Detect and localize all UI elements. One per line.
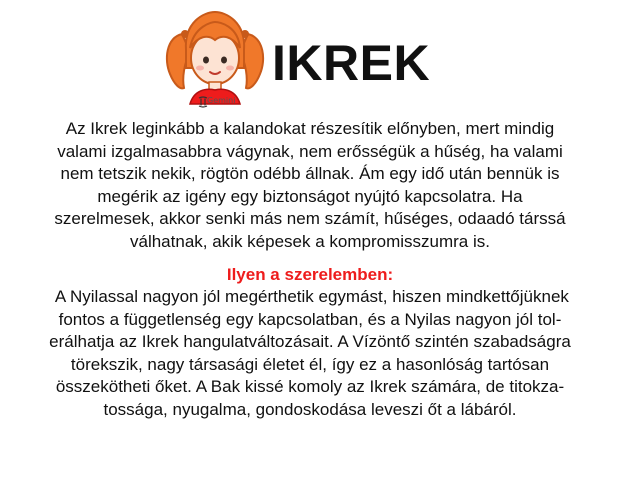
love-line: A Nyilassal nagyon jól megérthetik egymást, hiszen mindkettőjüknek <box>51 287 569 306</box>
intro-line: Az Ikrek leginkább a kalandokat részesítik előnyben, mert mindig <box>65 119 555 138</box>
intro-line: valami izgalmasabbra vágynak, nem erősségük a hűség, ha valami <box>57 141 563 161</box>
intro-paragraph <box>14 118 606 253</box>
love-line: törekszik, nagy társasági életet él, így ez a hasonlóság tartósan <box>70 354 550 374</box>
love-section-heading: Ilyen a szerelemben: <box>226 265 394 284</box>
gemini-logo-label: Gemini <box>207 96 236 105</box>
love-line: összekötheti őket. A Bak kissé komoly az Ikrek számára, de titokza- <box>55 377 565 396</box>
intro-line: szerelmesek, akkor senki más nem számít, hűséges, odaadó társsá <box>54 209 566 228</box>
love-line: fontos a függetlenség egy kapcsolatban, és a Nyilas nagyon jól tol- <box>58 309 562 329</box>
love-line: tossága, nyugalma, gondoskodása leveszi őt a lábáról. <box>103 399 517 419</box>
page-title: IKREK <box>272 35 431 91</box>
love-paragraph <box>14 286 606 421</box>
intro-line: megérik az igény egy biztonságot nyújtó kapcsolatra. Ha <box>97 186 523 206</box>
intro-line: válhatnak, akik képesek a kompromisszumra is. <box>130 231 490 251</box>
love-line: erálhatja az Ikrek hangulatváltozásait. A Vízöntő szintén szabadságra <box>49 332 571 351</box>
intro-line: nem tetszik nekik, rögtön odébb állnak. Ám egy idő után bennük is <box>60 164 560 183</box>
